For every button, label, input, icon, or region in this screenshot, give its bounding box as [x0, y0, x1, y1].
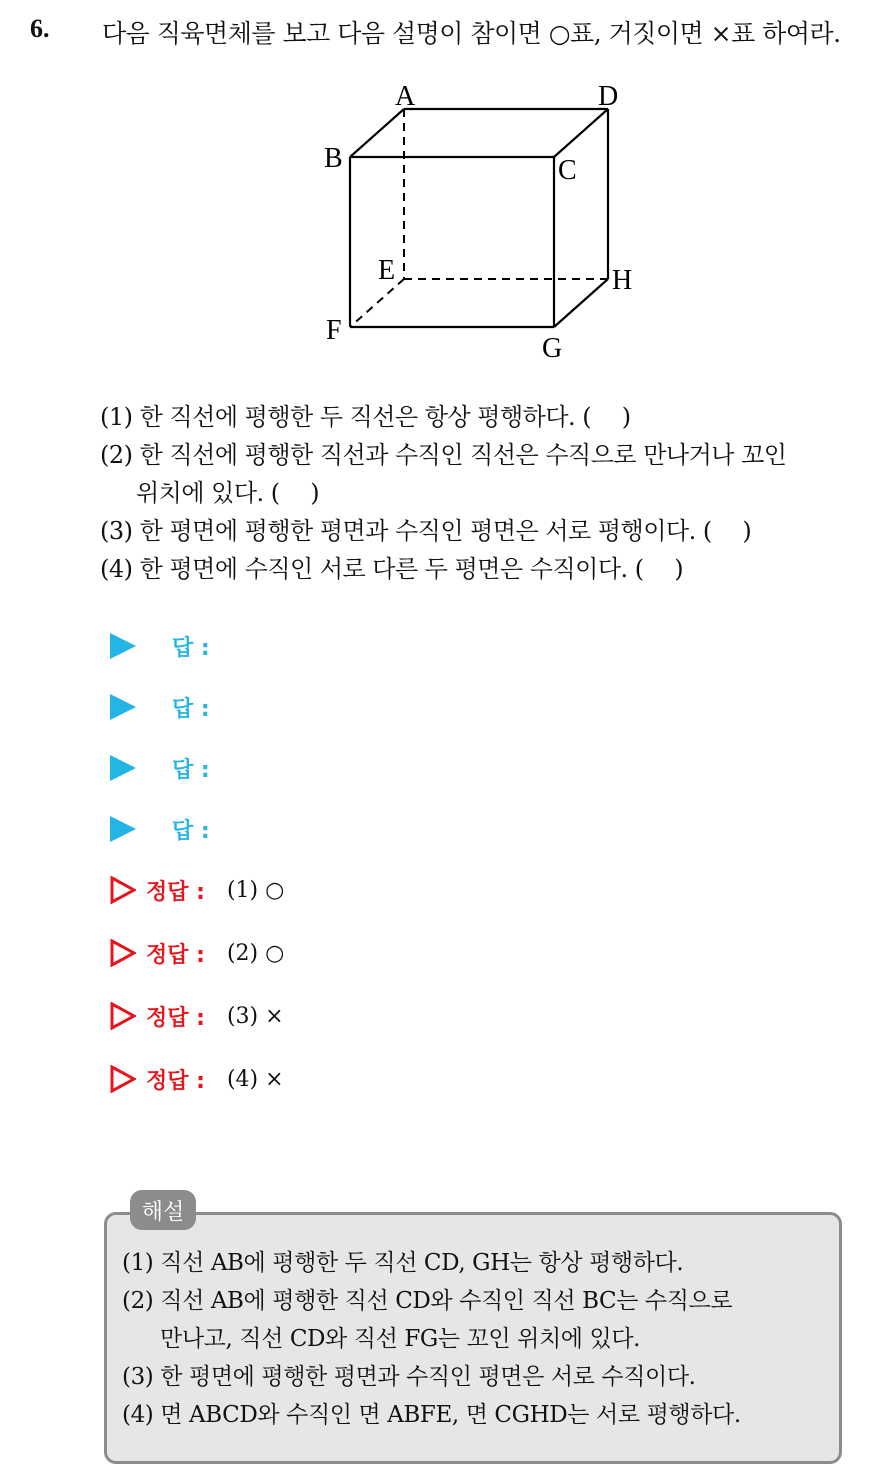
- answer-label: 답 :: [172, 818, 210, 844]
- solution-value: (1) ○: [226, 877, 285, 903]
- answer-label: 답 :: [172, 757, 210, 783]
- statement-text: 한 직선에 평행한 직선과 수직인 직선은 수직으로 만나거나 꼬인: [139, 441, 787, 469]
- outline-triangle-icon: [110, 939, 136, 967]
- answer-row-3[interactable]: [110, 748, 210, 788]
- explanation-line-2: [122, 1282, 741, 1358]
- answer-label: 답 :: [172, 696, 210, 722]
- explanation-line-text: (2) 직선 AB에 평행한 직선 CD와 수직인 직선 BC는 수직으로: [122, 1288, 733, 1314]
- vertex-label-E: E: [378, 255, 396, 286]
- statement-text: 한 평면에 평행한 평면과 수직인 평면은 서로 평행이다. ( ): [139, 517, 752, 545]
- statement-text-continued: 위치에 있다. ( ): [136, 479, 320, 507]
- vertex-label-G: G: [542, 333, 563, 364]
- solution-label: 정답 :: [146, 879, 205, 905]
- question-text: 다음 직육면체를 보고 다음 설명이 참이면 ○표, 거짓이면 ×표 하여라.: [102, 19, 841, 48]
- play-triangle-icon: [110, 816, 136, 842]
- vertex-label-A: A: [395, 81, 416, 112]
- explanation-tab: 해설: [130, 1190, 196, 1230]
- statement-2: [100, 436, 786, 512]
- explanation-text: [122, 1244, 741, 1434]
- solution-row-2: [110, 933, 284, 973]
- statement-label: (3): [100, 517, 133, 545]
- answer-row-2[interactable]: [110, 687, 210, 727]
- solution-value: (3) ×: [226, 1003, 284, 1029]
- play-triangle-icon: [110, 633, 136, 659]
- outline-triangle-icon: [110, 1002, 136, 1030]
- edge-CD: [554, 109, 608, 157]
- statement-text: 한 평면에 수직인 서로 다른 두 평면은 수직이다. ( ): [139, 555, 684, 583]
- vertex-label-H: H: [612, 265, 633, 296]
- solution-value: (4) ×: [226, 1066, 284, 1092]
- solution-label: 정답 :: [146, 1005, 205, 1031]
- outline-triangle-icon: [110, 1065, 136, 1093]
- solution-row-3: [110, 996, 284, 1036]
- vertex-label-C: C: [558, 155, 577, 186]
- statement-4: [100, 550, 786, 588]
- cuboid-figure: [310, 75, 670, 365]
- vertex-label-B: B: [324, 143, 343, 174]
- edge-EF: [350, 279, 404, 327]
- statement-text: 한 직선에 평행한 두 직선은 항상 평행하다. ( ): [139, 403, 631, 431]
- vertex-label-F: F: [326, 315, 342, 346]
- statement-label: (1): [100, 403, 133, 431]
- explanation-line-3: (3) 한 평면에 평행한 평면과 수직인 평면은 서로 수직이다.: [122, 1364, 696, 1390]
- vertex-label-D: D: [598, 81, 619, 112]
- explanation-line-continued: 만나고, 직선 CD와 직선 FG는 꼬인 위치에 있다.: [160, 1326, 641, 1352]
- edge-BA: [350, 109, 404, 157]
- solution-value: (2) ○: [226, 940, 285, 966]
- statement-label: (2): [100, 441, 133, 469]
- answer-row-1[interactable]: [110, 626, 210, 666]
- answer-label: 답 :: [172, 635, 210, 661]
- answer-row-4[interactable]: [110, 809, 210, 849]
- play-triangle-icon: [110, 694, 136, 720]
- solution-label: 정답 :: [146, 1068, 205, 1094]
- solution-label: 정답 :: [146, 942, 205, 968]
- statement-label: (4): [100, 555, 133, 583]
- play-triangle-icon: [110, 755, 136, 781]
- statement-3: [100, 512, 786, 550]
- statement-list: [100, 398, 786, 588]
- question-number: 6.: [30, 14, 50, 43]
- solution-row-1: [110, 870, 284, 910]
- edge-GH: [554, 279, 608, 327]
- explanation-line-1: (1) 직선 AB에 평행한 두 직선 CD, GH는 항상 평행하다.: [122, 1250, 684, 1276]
- outline-triangle-icon: [110, 876, 136, 904]
- solution-row-4: [110, 1059, 284, 1099]
- explanation-line-4: (4) 면 ABCD와 수직인 면 ABFE, 면 CGHD는 서로 평행하다.: [122, 1402, 741, 1428]
- statement-1: [100, 398, 786, 436]
